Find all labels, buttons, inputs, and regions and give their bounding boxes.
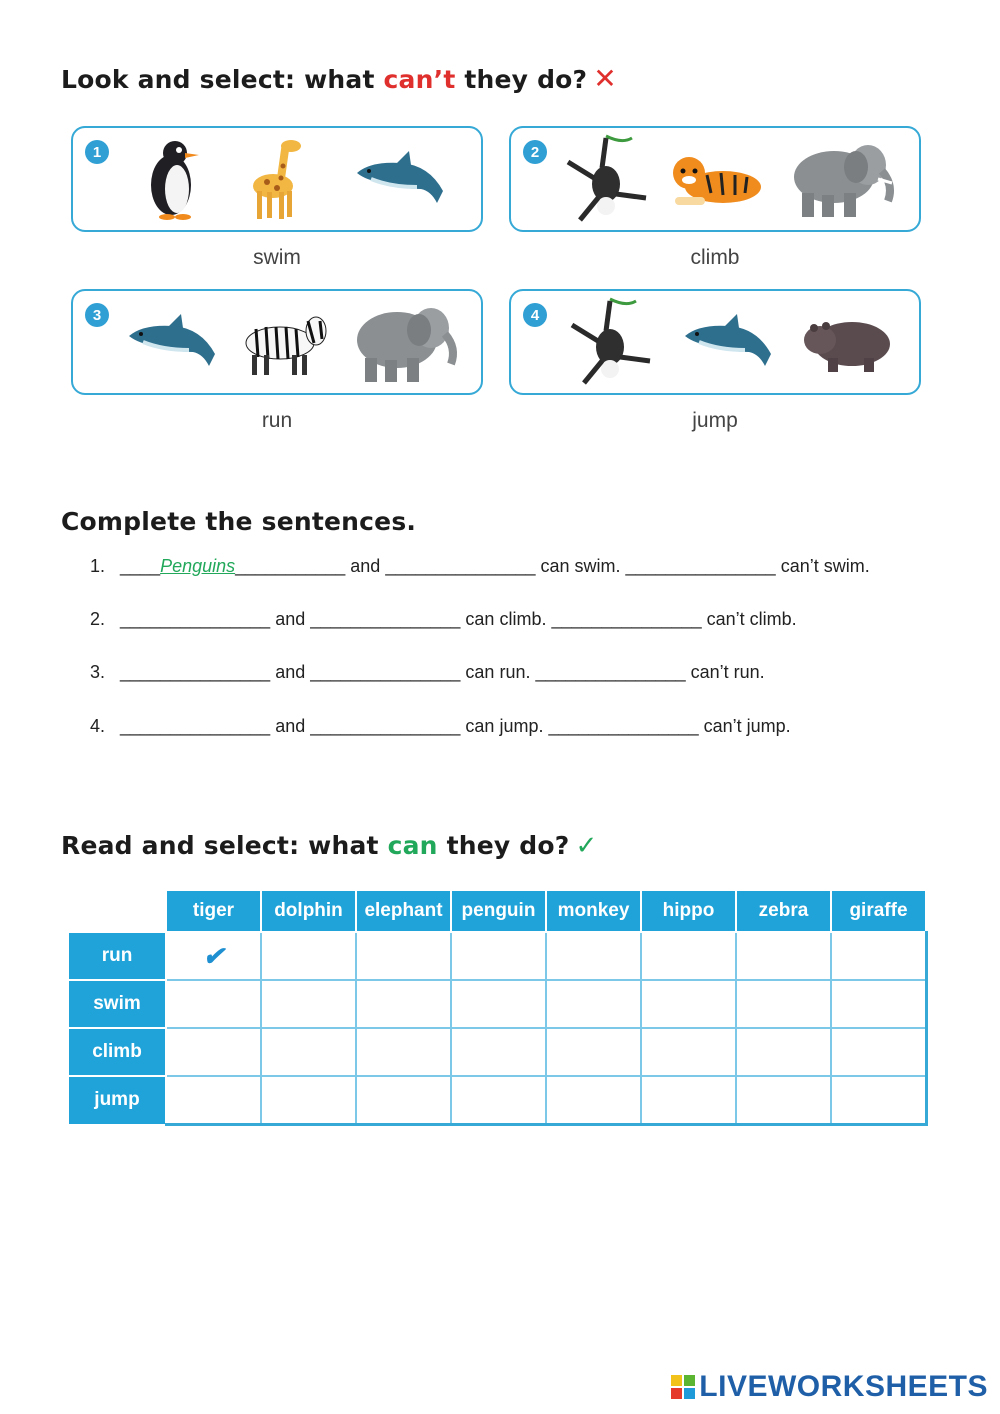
- panel-number: 3: [85, 303, 109, 327]
- sentence-text: can’t climb.: [701, 609, 797, 629]
- tiger-icon: [667, 147, 767, 211]
- check-cell[interactable]: [451, 980, 546, 1028]
- section2-heading: Complete the sentences.: [61, 507, 417, 536]
- logo-text: LIVEWORKSHEETS: [699, 1370, 988, 1403]
- elephant-icon: [345, 300, 465, 384]
- heading-text: Read and select: what: [61, 831, 388, 860]
- giraffe-icon: [247, 136, 311, 222]
- blank-3[interactable]: _______________: [535, 662, 686, 682]
- heading-keyword: can’t: [383, 65, 456, 94]
- blank-3[interactable]: _______________: [551, 609, 702, 629]
- sentence-text: can swim.: [535, 556, 626, 576]
- check-cell[interactable]: [736, 932, 831, 980]
- sentence-text: and: [270, 716, 311, 736]
- check-cell[interactable]: [641, 980, 736, 1028]
- verb-label: run: [261, 409, 293, 432]
- table-row: [68, 1076, 926, 1125]
- check-cell[interactable]: [356, 980, 451, 1028]
- logo-block: [684, 1388, 695, 1399]
- check-cell[interactable]: [736, 980, 831, 1028]
- picture-panel-3: [71, 289, 483, 395]
- panel-number: 2: [523, 140, 547, 164]
- column-header: zebra: [736, 890, 831, 932]
- check-cell[interactable]: [831, 932, 926, 980]
- check-cell[interactable]: [451, 1028, 546, 1076]
- verb-label: climb: [690, 246, 740, 269]
- column-header: dolphin: [261, 890, 356, 932]
- zebra-icon: [236, 307, 332, 377]
- dolphin-icon: [123, 310, 223, 374]
- check-cell[interactable]: [546, 932, 641, 980]
- sentence-3: [90, 662, 765, 683]
- blank-1[interactable]: _______________: [120, 609, 271, 629]
- sentence-number: 4.: [90, 716, 106, 736]
- logo-block: [684, 1375, 695, 1386]
- blank-2[interactable]: _______________: [310, 716, 461, 736]
- check-cell[interactable]: [641, 1028, 736, 1076]
- column-header: tiger: [166, 890, 261, 932]
- monkey-icon: [566, 297, 656, 387]
- hippo-icon: [802, 310, 898, 374]
- blank-1[interactable]: _______________: [120, 716, 271, 736]
- check-cell[interactable]: [261, 932, 356, 980]
- panel-number: 1: [85, 140, 109, 164]
- sentence-text: can jump.: [460, 716, 549, 736]
- sentence-text: and: [345, 556, 386, 576]
- check-cell[interactable]: [736, 1028, 831, 1076]
- check-cell[interactable]: [261, 1076, 356, 1125]
- check-cell[interactable]: [546, 980, 641, 1028]
- row-header: climb: [68, 1028, 166, 1076]
- table-row: [68, 980, 926, 1028]
- sentence-text: can run.: [460, 662, 536, 682]
- sentence-2: [90, 609, 797, 630]
- check-icon: ✓: [575, 831, 598, 861]
- section3-heading: [61, 831, 597, 861]
- liveworksheets-logo[interactable]: [671, 1370, 988, 1404]
- picture-panel-2: [509, 126, 921, 232]
- blank-2[interactable]: _______________: [385, 556, 536, 576]
- logo-block: [671, 1375, 682, 1386]
- blank-line: ___________: [235, 556, 346, 576]
- blank-2[interactable]: _______________: [310, 662, 461, 682]
- column-header: penguin: [451, 890, 546, 932]
- blank-1[interactable]: [120, 556, 345, 576]
- row-header: swim: [68, 980, 166, 1028]
- dolphin-icon: [679, 310, 779, 374]
- monkey-icon: [562, 134, 652, 224]
- logo-block: [671, 1388, 682, 1399]
- check-cell[interactable]: [356, 1076, 451, 1125]
- sentence-1: [90, 556, 870, 577]
- row-header: jump: [68, 1076, 166, 1125]
- check-cell[interactable]: [356, 932, 451, 980]
- blank-3[interactable]: _______________: [548, 716, 699, 736]
- sentence-number: 2.: [90, 609, 106, 629]
- sentence-4: [90, 716, 791, 737]
- check-cell[interactable]: [261, 980, 356, 1028]
- check-cell[interactable]: [261, 1028, 356, 1076]
- blank-1[interactable]: _______________: [120, 662, 271, 682]
- column-header: elephant: [356, 890, 451, 932]
- elephant-icon: [782, 139, 902, 219]
- verb-label: swim: [253, 246, 301, 269]
- panel-number: 4: [523, 303, 547, 327]
- check-cell[interactable]: [641, 932, 736, 980]
- column-header: hippo: [641, 890, 736, 932]
- blank-2[interactable]: _______________: [310, 609, 461, 629]
- row-header: run: [68, 932, 166, 980]
- sentence-number: 3.: [90, 662, 106, 682]
- ability-table: [67, 889, 928, 1126]
- picture-panel-1: [71, 126, 483, 232]
- answer-text: Penguins: [160, 556, 236, 576]
- check-cell[interactable]: [546, 1028, 641, 1076]
- column-header: monkey: [546, 890, 641, 932]
- sentence-text: and: [270, 662, 311, 682]
- check-cell[interactable]: [641, 1076, 736, 1125]
- picture-panel-4: [509, 289, 921, 395]
- check-cell[interactable]: [831, 980, 926, 1028]
- penguin-icon: [137, 137, 207, 221]
- blank-3[interactable]: _______________: [625, 556, 776, 576]
- check-cell[interactable]: [831, 1076, 926, 1125]
- check-cell[interactable]: ✔: [166, 932, 261, 980]
- dolphin-icon: [351, 147, 451, 211]
- blank-line: ____: [120, 556, 161, 576]
- check-cell[interactable]: [831, 1028, 926, 1076]
- sentence-text: can’t swim.: [775, 556, 870, 576]
- sentence-text: and: [270, 609, 311, 629]
- heading-text: Look and select: what: [61, 65, 384, 94]
- sentence-text: can’t run.: [685, 662, 765, 682]
- sentence-number: 1.: [90, 556, 106, 576]
- heading-text-end: they do?: [437, 831, 570, 860]
- check-cell[interactable]: [546, 1076, 641, 1125]
- logo-icon: [671, 1375, 695, 1399]
- check-cell[interactable]: [166, 1028, 261, 1076]
- heading-keyword: can: [387, 831, 438, 860]
- table-header-row: [68, 890, 926, 932]
- sentence-text: can’t jump.: [698, 716, 791, 736]
- column-header: giraffe: [831, 890, 926, 932]
- check-cell[interactable]: [451, 932, 546, 980]
- table-row: [68, 1028, 926, 1076]
- check-cell[interactable]: [166, 980, 261, 1028]
- check-cell[interactable]: [451, 1076, 546, 1125]
- check-cell[interactable]: [166, 1076, 261, 1125]
- check-cell[interactable]: [736, 1076, 831, 1125]
- section1-heading: [61, 62, 617, 95]
- table-row: [68, 932, 926, 980]
- check-cell[interactable]: [356, 1028, 451, 1076]
- table-corner: [68, 890, 166, 932]
- sentence-text: can climb.: [460, 609, 552, 629]
- cross-icon: ✕: [593, 62, 617, 95]
- heading-text-end: they do?: [455, 65, 588, 94]
- verb-label: jump: [692, 409, 738, 432]
